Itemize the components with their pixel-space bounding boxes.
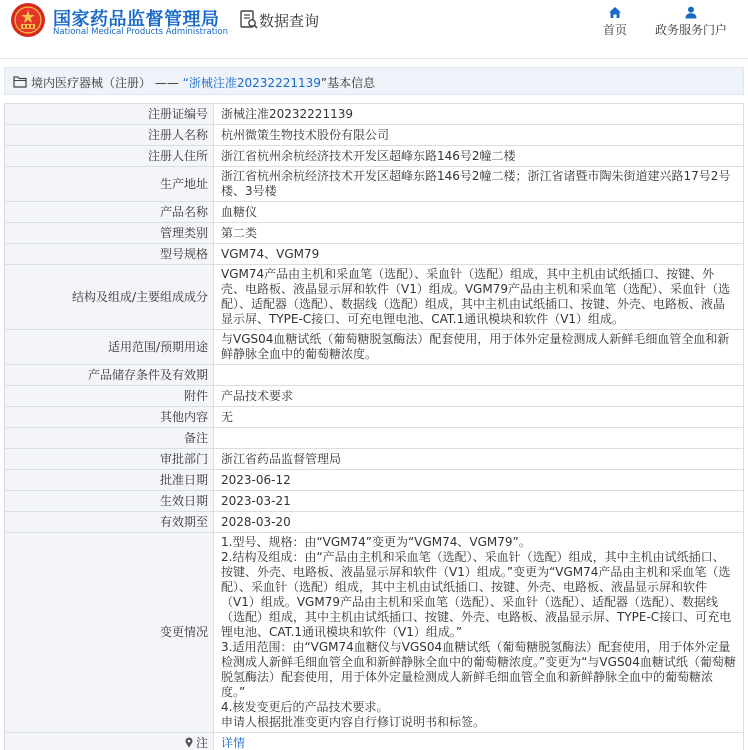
field-value-text: 血糖仪 (221, 204, 258, 219)
field-label-text: 审批部门 (159, 451, 208, 466)
brand-title: 国家药品监督管理局 (53, 9, 220, 30)
field-label-text: 产品储存条件及有效期 (87, 367, 208, 382)
field-value (214, 146, 744, 167)
header-divider (0, 58, 748, 59)
table-row (5, 533, 744, 733)
breadcrumb-separator: —— (154, 76, 179, 90)
field-label (5, 202, 214, 223)
field-label (5, 223, 214, 244)
table-row (5, 470, 744, 491)
field-label (5, 733, 214, 750)
field-value (214, 223, 744, 244)
field-value (214, 512, 744, 533)
field-value (214, 491, 744, 512)
breadcrumb-category[interactable]: 境内医疗器械（注册） (31, 76, 152, 90)
field-label-text: 备注 (183, 430, 208, 445)
field-value-text: 2028-03-20 (221, 514, 291, 529)
field-label-text: 型号规格 (159, 246, 208, 261)
field-value-text: 无 (221, 409, 234, 424)
breadcrumb-record-suffix: ”基本信息 (320, 76, 376, 90)
field-value-text: VGM74产品由主机和采血笔（选配）、采血针（选配）组成，其中主机由试纸插口、按键、外壳、电路板、液晶显示屏和软件（V1）组成。VGM79产品由主机和采血笔（选配）、采血针（选配）、适配器（选配）、数据线（选配）组成，其中主机由试纸插口、按键、外壳、电路板、液晶显示屏、TYPE-C接口、可充电锂电池、CAT.1通讯模块和软件（V1）组成。 (221, 267, 730, 326)
table-row (5, 223, 744, 244)
field-label (5, 104, 214, 125)
field-value-text: VGM74、VGM79 (221, 246, 320, 261)
field-value-text: 与VGS04血糖试纸（葡萄糖脱氢酶法）配套使用，用于体外定量检测成人新鲜毛细血管全血和新鲜静脉全血中的葡萄糖浓度。 (221, 332, 730, 361)
field-label-text: 生效日期 (159, 493, 208, 508)
field-label-text: 其他内容 (159, 409, 208, 424)
brand-subtitle: National Medical Products Administration (53, 27, 228, 37)
table-row (5, 202, 744, 223)
field-value (214, 533, 744, 733)
home-icon (608, 6, 622, 19)
field-label (5, 167, 214, 202)
site-header (0, 0, 748, 44)
field-value-text: 2023-06-12 (221, 472, 291, 487)
table-row (5, 449, 744, 470)
table-row (5, 512, 744, 533)
table-row (5, 491, 744, 512)
page-section-title: 数据查询 (259, 12, 320, 30)
field-label (5, 265, 214, 330)
field-value (214, 428, 744, 449)
table-row (5, 407, 744, 428)
field-value-text: 杭州微策生物技术股份有限公司 (221, 127, 390, 142)
field-value (214, 449, 744, 470)
table-row (5, 428, 744, 449)
table-row (5, 265, 744, 330)
table-row (5, 244, 744, 265)
field-value (214, 202, 744, 223)
field-value (214, 330, 744, 365)
field-label (5, 365, 214, 386)
field-label (5, 125, 214, 146)
pin-icon (184, 737, 194, 748)
field-label (5, 386, 214, 407)
field-value (214, 104, 744, 125)
field-label (5, 512, 214, 533)
field-label (5, 244, 214, 265)
nav-home-label: 首页 (602, 23, 627, 37)
breadcrumb-record-prefix: “ (182, 76, 189, 90)
field-value-text: 浙江省杭州余杭经济技术开发区超峰东路146号2幢二楼 (221, 148, 516, 163)
folder-icon (13, 75, 27, 88)
field-label-text: 生产地址 (159, 176, 208, 191)
field-value (214, 386, 744, 407)
field-value (214, 407, 744, 428)
table-row (5, 104, 744, 125)
field-value (214, 365, 744, 386)
field-label-text: 附件 (183, 388, 208, 403)
field-label (5, 330, 214, 365)
field-label-text: 批准日期 (159, 472, 208, 487)
field-label-text: 管理类别 (159, 225, 208, 240)
table-row (5, 386, 744, 407)
field-label-text: 变更情况 (159, 625, 208, 639)
field-value-text: 浙械注准20232221139 (221, 106, 353, 121)
table-row (5, 365, 744, 386)
field-value-text: 产品技术要求 (221, 388, 294, 403)
field-label-text: 注册证编号 (147, 106, 208, 121)
table-row (5, 733, 744, 750)
detail-link[interactable]: 详情 (221, 735, 246, 750)
nav-service-label: 政务服务门户 (654, 23, 727, 37)
field-label (5, 146, 214, 167)
field-label (5, 428, 214, 449)
field-label-text: 注 (195, 735, 208, 750)
field-label-text: 有效期至 (159, 514, 208, 529)
field-value (214, 244, 744, 265)
field-value-text: 1.型号、规格：由“VGM74”变更为“VGM74、VGM79”。 2.结构及组成：由“产品由主机和采血笔（选配）、采血针（选配）组成，其中主机由试纸插口、按键、外壳、电路板、液晶显示屏和软件（V1）组成。”变更为“VGM74产品由主机和采血笔（选配）、采血针（选配）组成，其中主机由试纸插口、按键、外壳、电路板、液晶显示屏和软件（V1）组成。VGM79产品由主机和采血笔（选配）、采血针（选配）、适配器（选配）、数据线（选配）组成，其中主机由试纸插口、按键、外壳、电路板、液晶显示屏、TYPE-C接口、可充电锂电池、CAT.1通讯模块和软件（V1）组成。” 3.适用范围：由“VGM74血糖仪与VGS04血糖试纸（葡萄糖脱氢酶法）配套使用，用于体外定量检测成人新鲜毛细血管全血和新鲜静脉全血中的葡萄糖浓度。”变更为“与VGS04血糖试纸（葡萄糖脱氢酶法）配套使用，用于体外定量检测成人新鲜毛细血管全血和新鲜静脉全血中的葡萄糖浓度。” 4.核发变更后的产品技术要求。 申请人根据批准变更内容自行修订说明书和标签。 (221, 535, 736, 729)
nav-home[interactable] (600, 6, 630, 38)
field-label (5, 470, 214, 491)
field-label-text: 产品名称 (159, 204, 208, 219)
table-row (5, 330, 744, 365)
field-value (214, 470, 744, 491)
field-label (5, 407, 214, 428)
user-icon (684, 6, 698, 19)
field-value-text: 2023-03-21 (221, 493, 291, 508)
field-label-text: 结构及组成/主要组成成分 (71, 289, 208, 304)
field-label-text: 适用范围/预期用途 (107, 339, 208, 354)
field-value-text: 浙江省药品监督管理局 (221, 451, 342, 466)
nav-service-portal[interactable] (653, 6, 729, 38)
field-label-text: 注册人住所 (147, 148, 208, 163)
field-label (5, 533, 214, 733)
detail-table (4, 103, 744, 750)
table-row (5, 146, 744, 167)
field-value (214, 125, 744, 146)
table-row (5, 167, 744, 202)
field-label (5, 491, 214, 512)
field-value-text: 第二类 (221, 225, 258, 240)
table-row (5, 125, 744, 146)
breadcrumb (4, 67, 744, 95)
field-label (5, 449, 214, 470)
field-value (214, 167, 744, 202)
breadcrumb-record-number: 浙械注准20232221139 (188, 76, 321, 90)
national-emblem-icon (10, 2, 46, 38)
field-value (214, 733, 744, 750)
field-value (214, 265, 744, 330)
breadcrumb-text (31, 74, 375, 91)
field-label-text: 注册人名称 (147, 127, 208, 142)
field-value-text: 浙江省杭州余杭经济技术开发区超峰东路146号2幢二楼；浙江省诸暨市陶朱街道建兴路17号2号楼、3号楼 (221, 169, 731, 198)
document-search-icon (240, 10, 258, 30)
